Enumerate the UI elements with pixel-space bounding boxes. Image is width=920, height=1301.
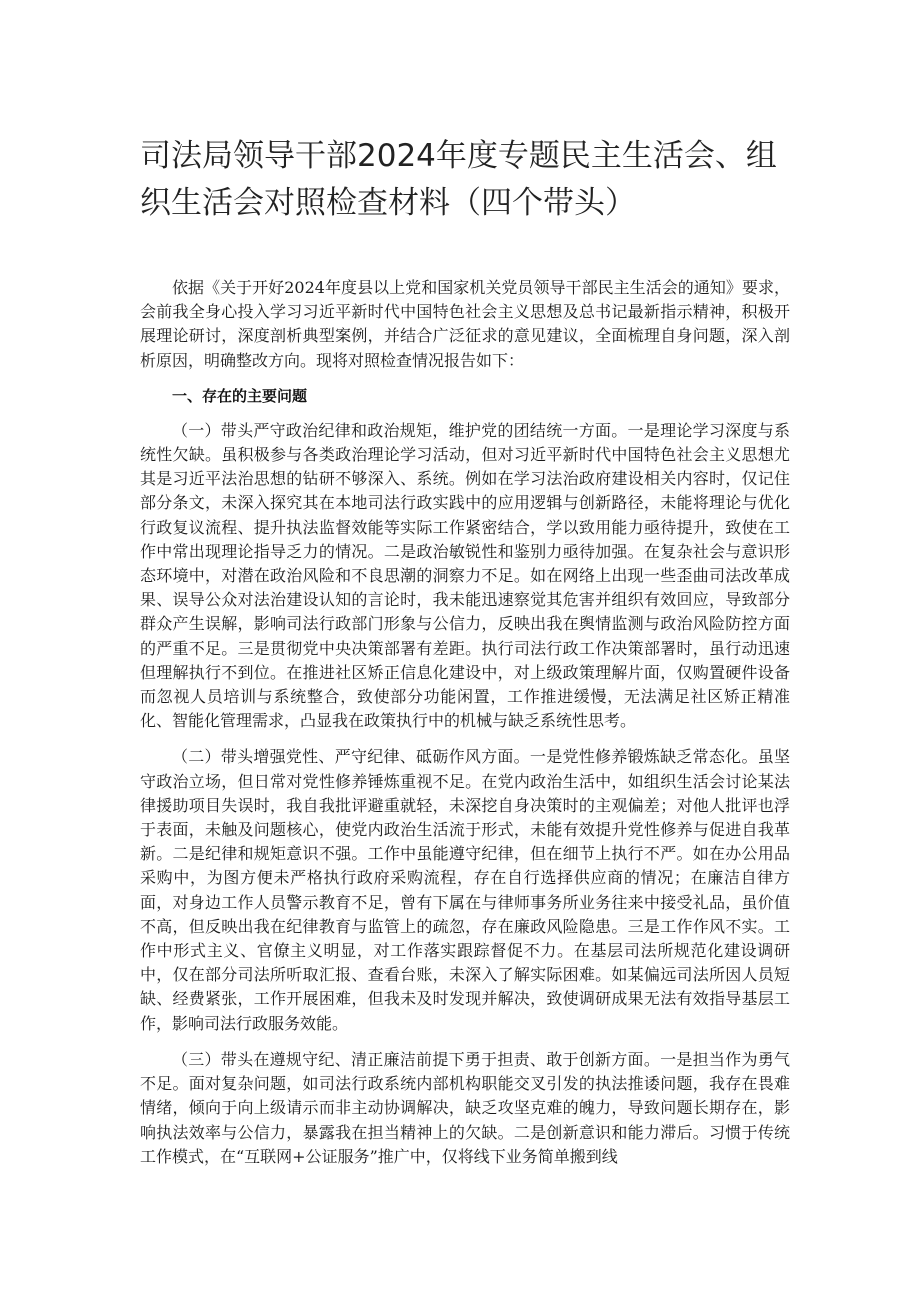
section-heading: 一、存在的主要问题 xyxy=(172,386,308,405)
document-body xyxy=(140,276,790,1169)
body-paragraph: （二）带头增强党性、严守纪律、砥砺作风方面。一是党性修养锻炼缺乏常态化。虽坚守政治立场，但日常对党性修养锤炼重视不足。在党内政治生活中，如组织生活会讨论某法律援助项目失误时，我自我批评避重就轻，未深挖自身决策时的主观偏差；对他人批评也浮于表面，未触及问题核心，使党内政治生活流于形式，未能有效提升党性修养与促进自我革新。二是纪律和规矩意识不强。工作中虽能遵守纪律，但在细节上执行不严。如在办公用品采购中，为图方便未严格执行政府采购流程，存在自行选择供应商的情况；在廉洁自律方面，对身边工作人员警示教育不足，曾有下属在与律师事务所业务往来中接受礼品，虽价值不高，但反映出我在纪律教育与监管上的疏忽，存在廉政风险隐患。三是工作作风不实。工作中形式主义、官僚主义明显，对工作落实跟踪督促不力。在基层司法所规范化建设调研中，仅在部分司法所听取汇报、查看台账，未深入了解实际困难。如某偏远司法所因人员短缺、经费紧张，工作开展困难，但我未及时发现并解决，致使调研成果无法有效指导基层工作，影响司法行政服务效能。 xyxy=(140,747,790,1033)
body-paragraph: （一）带头严守政治纪律和政治规矩，维护党的团结统一方面。一是理论学习深度与系统性欠缺。虽积极参与各类政治理论学习活动，但对习近平新时代中国特色社会主义思想尤其是习近平法治思想的钻研不够深入、系统。例如在学习法治政府建设相关内容时，仅记住部分条文，未深入探究其在本地司法行政实践中的应用逻辑与创新路径，未能将理论与优化行政复议流程、提升执法监督效能等实际工作紧密结合，学以致用能力亟待提升，致使在工作中常出现理论指导乏力的情况。二是政治敏锐性和鉴别力亟待加强。在复杂社会与意识形态环境中，对潜在政治风险和不良思潮的洞察力不足。如在网络上出现一些歪曲司法改革成果、误导公众对法治建设认知的言论时，我未能迅速察觉其危害并组织有效回应，导致部分群众产生误解，影响司法行政部门形象与公信力，反映出我在舆情监测与政治风险防控方面的严重不足。三是贯彻党中央决策部署有差距。执行司法行政工作决策部署时，虽行动迅速但理解执行不到位。在推进社区矫正信息化建设中，对上级政策理解片面，仅购置硬件设备而忽视人员培训与系统整合，致使部分功能闲置，工作推进缓慢，无法满足社区矫正精准化、智能化管理需求，凸显我在政策执行中的机械与缺乏系统性思考。 xyxy=(140,420,790,731)
document-title: 司法局领导干部2024年度专题民主生活会、组织生活会对照检查材料（四个带头） xyxy=(140,138,777,221)
body-paragraph: （三）带头在遵规守纪、清正廉洁前提下勇于担责、敢于创新方面。一是担当作为勇气不足。面对复杂问题，如司法行政系统内部机构职能交叉引发的执法推诿问题，我存在畏难情绪，倾向于向上级请示而非主动协调解决，缺乏攻坚克难的魄力，导致问题长期存在，影响执法效率与公信力，暴露我在担当精神上的欠缺。二是创新意识和能力滞后。习惯于传统工作模式，在“互联网+公证服务”推广中，仅将线下业务简单搬到线 xyxy=(140,1049,790,1166)
intro-paragraph: 依据《关于开好2024年度县以上党和国家机关党员领导干部民主生活会的通知》要求，会前我全身心投入学习习近平新时代中国特色社会主义思想及总书记最新指示精神，积极开展理论研讨，深度剖析典型案例，并结合广泛征求的意见建议，全面梳理自身问题，深入剖析原因，明确整改方向。现将对照检查情况报告如下： xyxy=(140,278,790,370)
